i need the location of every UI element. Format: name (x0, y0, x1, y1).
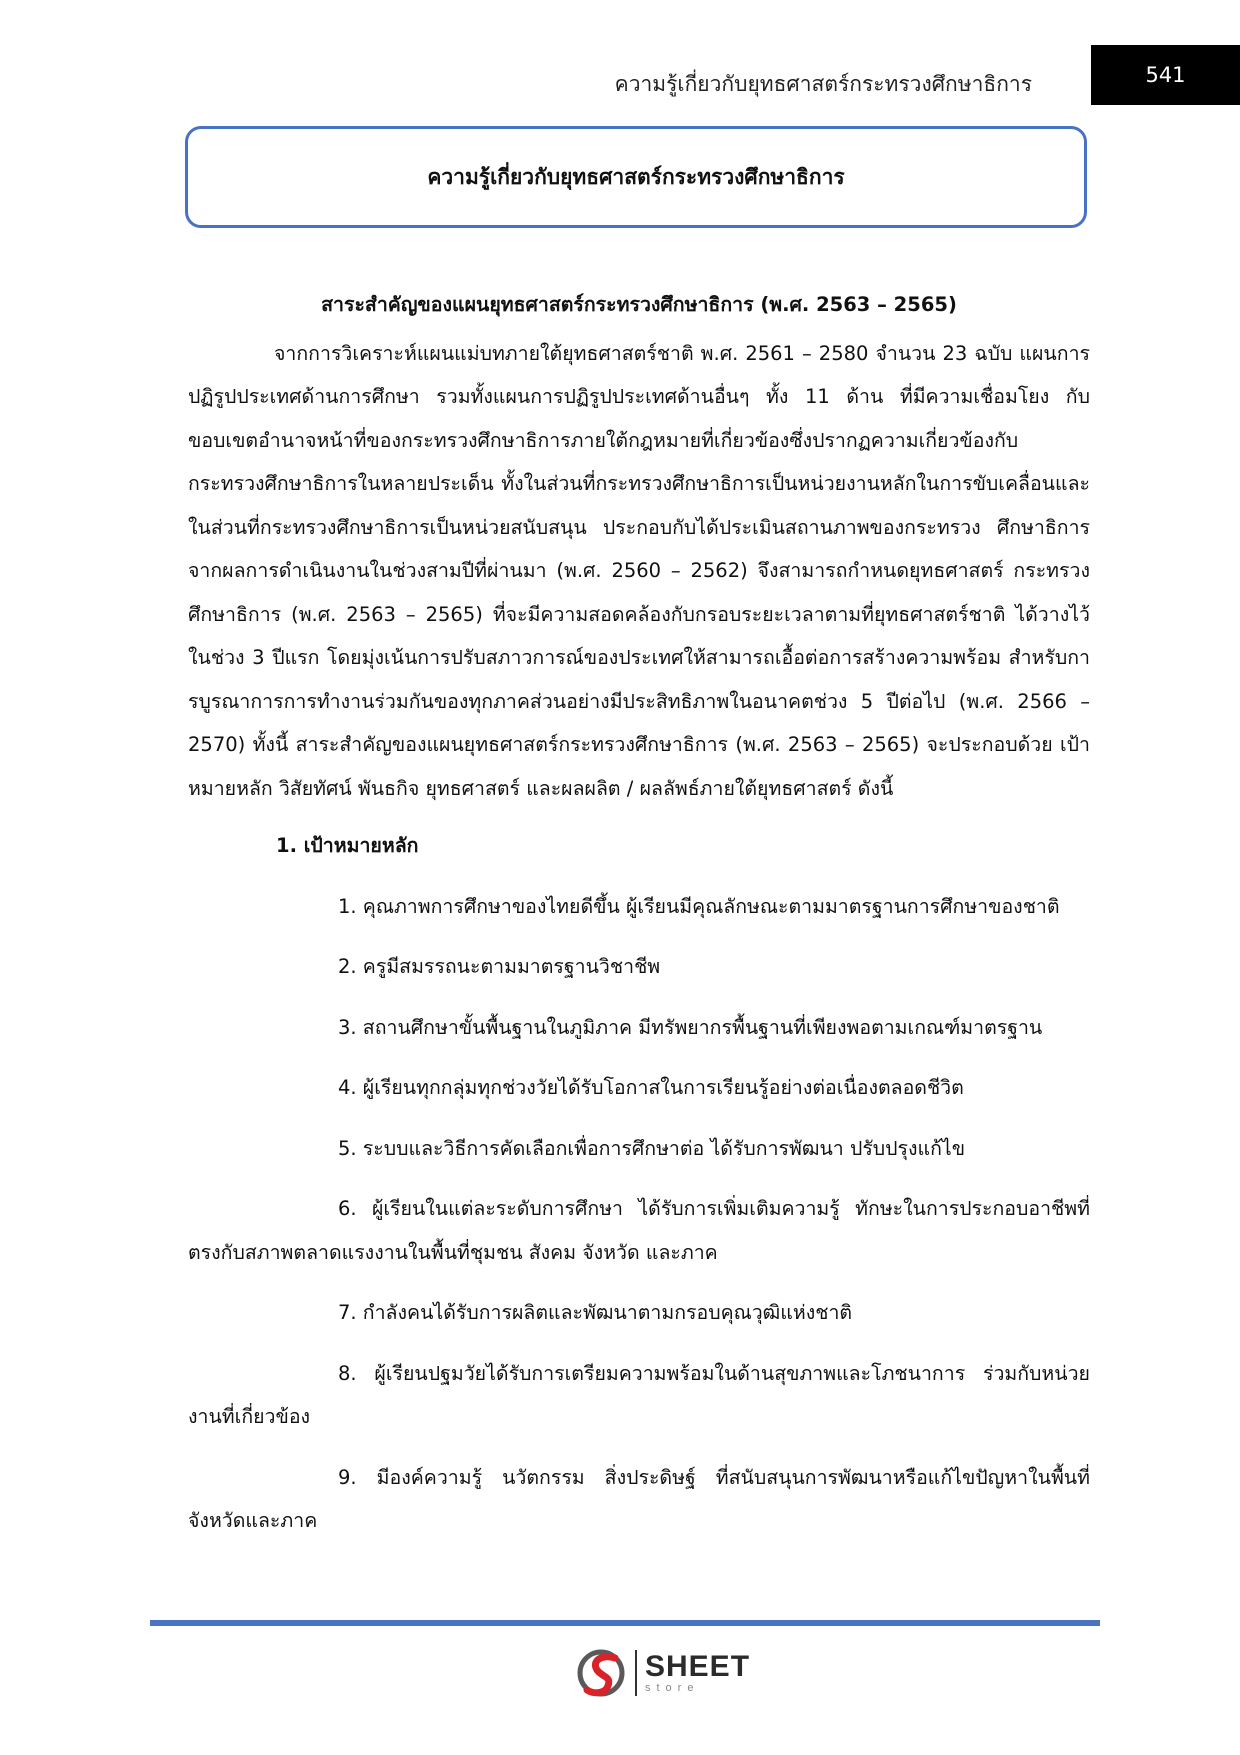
logo-divider (635, 1650, 637, 1696)
logo-main-text: SHEET (645, 1650, 751, 1683)
section-heading: สาระสำคัญของแผนยุทธศาสตร์กระทรวงศึกษาธิการ (พ.ศ. 2563 – 2565) (321, 293, 957, 316)
page-number-badge (1091, 45, 1240, 105)
sheet-store-logo (577, 1646, 750, 1700)
logo-text (645, 1652, 750, 1694)
goal-item: 5. ระบบและวิธีการคัดเลือกเพื่อการศึกษาต่อ ได้รับการพัฒนา ปรับปรุงแก้ไข (338, 1136, 966, 1160)
goal-item: 6. ผู้เรียนในแต่ละระดับการศึกษา ได้รับการเพิ่มเติมความรู้ ทักษะในการประกอบอาชีพที่ตรงกับสภาพตลาดแรงงานในพื้นที่ชุมชน สังคม จังหวัด และภาค (188, 1197, 1090, 1264)
goal-item: 3. สถานศึกษาขั้นพื้นฐานในภูมิภาค มีทรัพยากรพื้นฐานที่เพียงพอตามเกณฑ์มาตรฐาน (338, 1015, 1043, 1039)
footer-divider (150, 1620, 1100, 1626)
goals-heading: 1. เป้าหมายหลัก (276, 834, 419, 857)
page-number: 541 (1145, 63, 1186, 87)
document-body (188, 283, 1090, 1543)
sheet-store-logo-icon (577, 1646, 631, 1700)
goal-item: 4. ผู้เรียนทุกกลุ่มทุกช่วงวัยได้รับโอกาสในการเรียนรู้อย่างต่อเนื่องตลอดชีวิต (338, 1076, 964, 1099)
goal-item: 2. ครูมีสมรรถนะตามมาตรฐานวิชาชีพ (338, 955, 661, 978)
running-header-title: ความรู้เกี่ยวกับยุทธศาสตร์กระทรวงศึกษาธิการ (614, 72, 1032, 96)
intro-paragraph: จากการวิเคราะห์แผนแม่บทภายใต้ยุทธศาสตร์ชาติ พ.ศ. 2561 – 2580 จำนวน 23 ฉบับ แผนการปฏิรูปประเทศด้านการศึกษา รวมทั้งแผนการปฏิรูปประเทศด้านอื่นๆ ทั้ง 11 ด้าน ที่มีความเชื่อมโยง กับขอบเขตอำนาจหน้าที่ของกระทรวงศึกษาธิการภายใต้กฎหมายที่เกี่ยวข้องซึ่งปรากฏความเกี่ยวข้องกับกระทรวงศึกษาธิการในหลายประเด็น ทั้งในส่วนที่กระทรวงศึกษาธิการเป็นหน่วยงานหลักในการขับเคลื่อนและในส่วนที่กระทรวงศึกษาธิการเป็นหน่วยสนับสนุน ประกอบกับได้ประเมินสถานภาพของกระทรวง ศึกษาธิการจากผลการดำเนินงานในช่วงสามปีที่ผ่านมา (พ.ศ. 2560 – 2562) จึงสามารถกำหนดยุทธศาสตร์ กระทรวงศึกษาธิการ (พ.ศ. 2563 – 2565) ที่จะมีความสอดคล้องกับกรอบระยะเวลาตามที่ยุทธศาสตร์ชาติ ได้วางไว้ในช่วง 3 ปีแรก โดยมุ่งเน้นการปรับสภาวการณ์ของประเทศให้สามารถเอื้อต่อการสร้างความพร้อม สำหรับการบูรณาการการทำงานร่วมกันของทุกภาคส่วนอย่างมีประสิทธิภาพในอนาคตช่วง 5 ปีต่อไป (พ.ศ. 2566 – 2570) ทั้งนี้ สาระสำคัญของแผนยุทธศาสตร์กระทรวงศึกษาธิการ (พ.ศ. 2563 – 2565) จะประกอบด้วย เป้าหมายหลัก วิสัยทัศน์ พันธกิจ ยุทธศาสตร์ และผลผลิต / ผลลัพธ์ภายใต้ยุทธศาสตร์ ดังนี้ (188, 341, 1090, 800)
goal-item: 7. กำลังคนได้รับการผลิตและพัฒนาตามกรอบคุณวุฒิแห่งชาติ (338, 1301, 853, 1324)
title-box (185, 126, 1087, 228)
goal-item: 9. มีองค์ความรู้ นวัตกรรม สิ่งประดิษฐ์ ที่สนับสนุนการพัฒนาหรือแก้ไขปัญหาในพื้นที่จังหวัดและภาค (188, 1465, 1090, 1532)
logo-sub-text: store (645, 1682, 700, 1694)
goal-item: 8. ผู้เรียนปฐมวัยได้รับการเตรียมความพร้อมในด้านสุขภาพและโภชนาการ ร่วมกับหน่วยงานที่เกี่ยวข้อง (188, 1361, 1090, 1428)
document-title: ความรู้เกี่ยวกับยุทธศาสตร์กระทรวงศึกษาธิการ (427, 164, 845, 189)
goal-item: 1. คุณภาพการศึกษาของไทยดีขึ้น ผู้เรียนมีคุณลักษณะตามมาตรฐานการศึกษาของชาติ (338, 894, 1060, 918)
